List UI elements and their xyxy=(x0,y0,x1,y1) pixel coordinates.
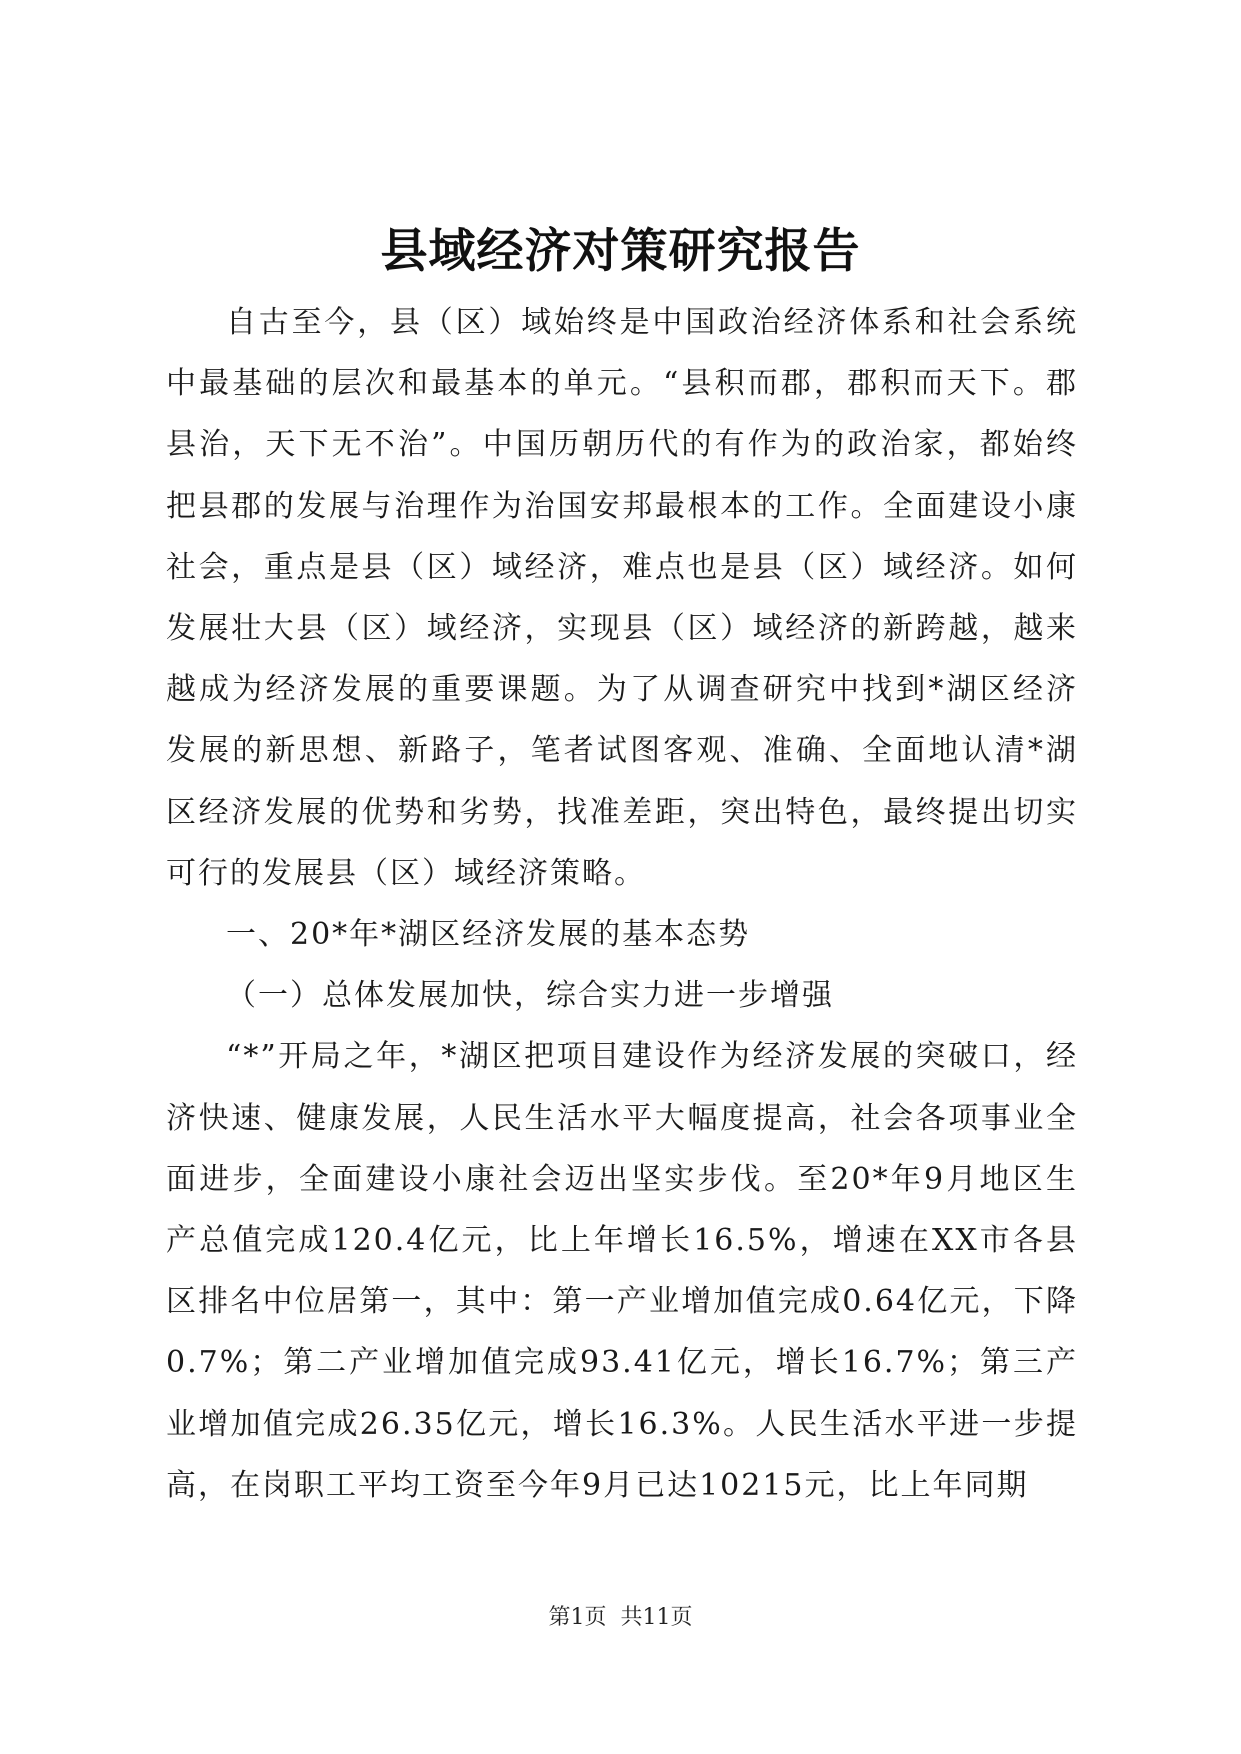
page-footer xyxy=(0,1603,1241,1633)
body-paragraph: “*”开局之年，*湖区把项目建设作为经济发展的突破口，经济快速、健康发展，人民生活水平大幅度提高，社会各项事业全面进步，全面建设小康社会迈出坚实步伐。至20*年9月地区生产总值完成120.4亿元，比上年增长16.5%，增速在XX市各县区排名中位居第一，其中：第一产业增加值完成0.64亿元，下降0.7%；第二产业增加值完成93.41亿元，增长16.7%；第三产业增加值完成26.35亿元，增长16.3%。人民生活水平进一步提高，在岗职工平均工资至今年9月已达10215元，比上年同期 xyxy=(166,1039,1078,1503)
section-heading: 一、20*年*湖区经济发展的基本态势 xyxy=(226,917,751,953)
document-title: 县域经济对策研究报告 xyxy=(380,224,861,279)
subsection-heading: （一）总体发展加快，综合实力进一步增强 xyxy=(226,978,834,1014)
page-total: 共11页 xyxy=(620,1605,693,1630)
intro-paragraph: 自古至今，县（区）域始终是中国政治经济体系和社会系统中最基础的层次和最基本的单元。“县积而郡，郡积而天下。郡县治，天下无不治”。中国历朝历代的有作为的政治家，都始终把县郡的发展与治理作为治国安邦最根本的工作。全面建设小康社会，重点是县（区）域经济，难点也是县（区）域经济。如何发展壮大县（区）域经济，实现县（区）域经济的新跨越，越来越成为经济发展的重要课题。为了从调查研究中找到*湖区经济发展的新思想、新路子，笔者试图客观、准确、全面地认清*湖区经济发展的优势和劣势，找准差距，突出特色，最终提出切实可行的发展县（区）域经济策略。 xyxy=(166,305,1078,891)
document-body xyxy=(166,292,1078,1516)
page-number: 第1页 xyxy=(548,1605,607,1630)
